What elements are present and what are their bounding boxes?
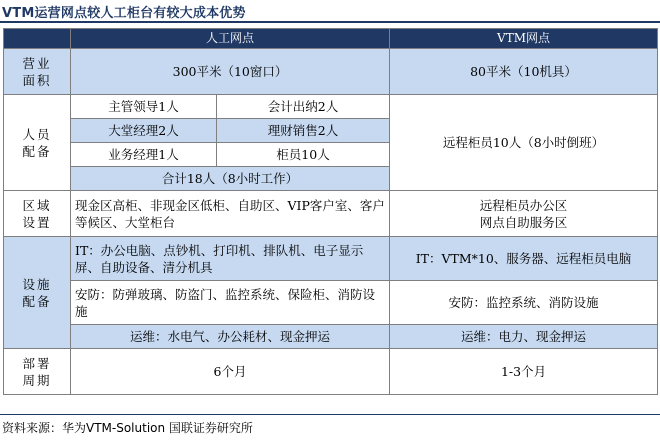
title-rule bbox=[0, 21, 660, 23]
header-blank bbox=[4, 29, 71, 49]
row-label-facility: 设施 配备 bbox=[4, 237, 71, 349]
facility-it-vtm: IT：VTM*10、服务器、远程柜员电脑 bbox=[390, 237, 658, 281]
page-title: VTM运营网点较人工柜台有较大成本优势 bbox=[2, 6, 246, 21]
facility-ops-manual: 运维：水电气、办公耗材、现金押运 bbox=[71, 325, 390, 349]
deploy-vtm: 1-3个月 bbox=[390, 349, 658, 395]
staff-lobby-manager: 大堂经理2人 bbox=[71, 119, 217, 143]
zone-manual: 现金区高柜、非现金区低柜、自助区、VIP客户室、客户等候区、大堂柜台 bbox=[71, 191, 390, 237]
facility-it-manual: IT：办公电脑、点钞机、打印机、排队机、电子显示屏、自助设备、清分机具 bbox=[71, 237, 390, 281]
row-label-deploy: 部署 周期 bbox=[4, 349, 71, 395]
staff-total: 合计18人（8小时工作） bbox=[71, 167, 390, 191]
area-manual: 300平米（10窗口） bbox=[71, 49, 390, 95]
zone-vtm: 远程柜员办公区 网点自助服务区 bbox=[390, 191, 658, 237]
row-label-staff: 人员 配备 bbox=[4, 95, 71, 191]
source-note: 资料来源：华为VTM-Solution 国联证券研究所 bbox=[2, 421, 253, 435]
footer-rule bbox=[0, 414, 660, 415]
row-label-area: 营业 面积 bbox=[4, 49, 71, 95]
header-vtm: VTM网点 bbox=[390, 29, 658, 49]
staff-vtm: 远程柜员10人（8小时倒班） bbox=[390, 95, 658, 191]
staff-manager: 主管领导1人 bbox=[71, 95, 217, 119]
staff-business-manager: 业务经理1人 bbox=[71, 143, 217, 167]
comparison-table bbox=[3, 28, 658, 395]
deploy-manual: 6个月 bbox=[71, 349, 390, 395]
header-manual: 人工网点 bbox=[71, 29, 390, 49]
area-vtm: 80平米（10机具） bbox=[390, 49, 658, 95]
facility-security-vtm: 安防：监控系统、消防设施 bbox=[390, 281, 658, 325]
staff-wealth-sales: 理财销售2人 bbox=[217, 119, 390, 143]
facility-security-manual: 安防：防弹玻璃、防盗门、监控系统、保险柜、消防设施 bbox=[71, 281, 390, 325]
row-label-zone: 区域 设置 bbox=[4, 191, 71, 237]
staff-accountant: 会计出纳2人 bbox=[217, 95, 390, 119]
staff-teller: 柜员10人 bbox=[217, 143, 390, 167]
facility-ops-vtm: 运维：电力、现金押运 bbox=[390, 325, 658, 349]
